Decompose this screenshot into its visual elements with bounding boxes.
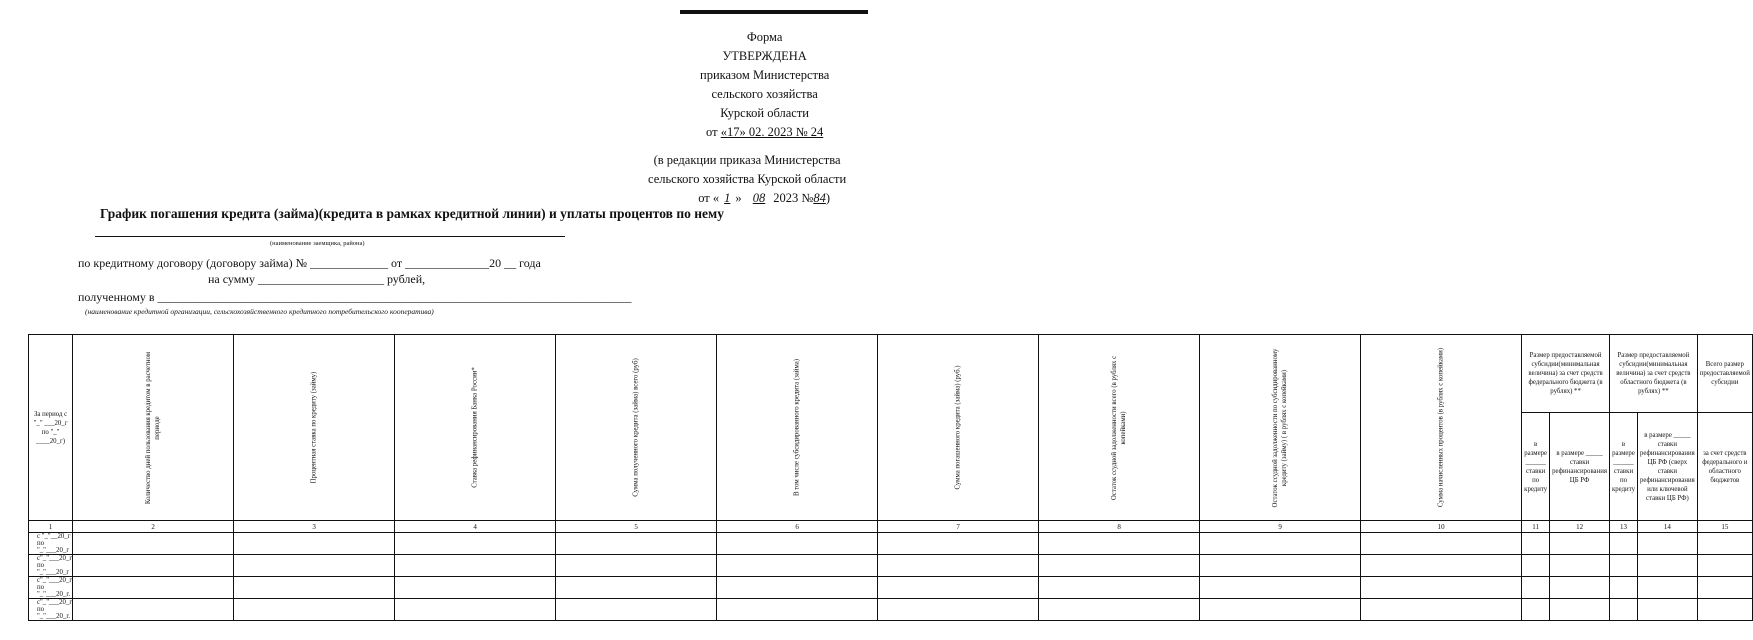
bank-caption: (наименование кредитной организации, сельскохозяйственного кредитного потребительского кооператива) [85,307,434,316]
revision-line-1: (в редакции приказа Министерства [653,153,841,167]
column-numbers-row: 1 2 3 4 5 6 7 8 9 10 11 12 13 14 15 [29,521,1753,533]
table-row: с"_"___20_г по "_"___20_г [29,555,1753,577]
regional-subsidy-header: Размер предоставляемой субсидии(минимальная величина) за счет средств областного бюджета (в рублях) ** [1609,335,1697,413]
col-header-9: Остаток ссудной задолженности по субсидированному кредиту (займу) ( в рублях с копейками) [1200,335,1361,521]
amount-line: на сумму _____________________ рублей, [208,272,426,286]
col-header-8: Остаток ссудной задолженности всего (в рублях с копейками) [1039,335,1200,521]
revision-day: 1 [724,191,731,205]
regional-sub-refinancing-rate: в размере _____ ставки рефинансирования ЦБ РФ (сверх ставки рефинансирования или ключевой ставки ЦБ РФ) [1637,413,1697,521]
col-header-3: Процентная ставка по кредиту (займу) [234,335,395,521]
form-label: Форма [746,30,783,44]
federal-sub-credit-rate: в размере ______ ставки по кредиту [1522,413,1550,521]
total-subsidy-header: Всего размер предоставляемой субсидии [1697,335,1752,413]
revision-line-2: сельского хозяйства Курской области [648,172,847,186]
col-header-6: В том числе субсидированного кредита (займа) [717,335,878,521]
revision-block [648,151,846,208]
table-row: с"_"___20_г по "_"___20_г. [29,577,1753,599]
federal-subsidy-header: Размер предоставляемой субсидии(минимальная величина) за счет средств федерального бюджета (в рублях) ** [1522,335,1610,413]
approval-line-2: сельского хозяйства [711,87,818,101]
borrower-name-line [95,236,565,237]
approved-label: УТВЕРЖДЕНА [722,49,807,63]
repayment-schedule-table [28,334,1753,621]
top-border-bar [680,10,868,14]
approval-line-1: приказом Министерства [700,68,830,82]
approval-date: от «17» 02. 2023 № 24 [706,125,824,139]
approval-line-3: Курской области [720,106,809,120]
revision-month: 08 [752,191,766,205]
contract-line: по кредитному договору (договору займа) № _____________ от ______________20 __ года [78,256,541,270]
revision-number: 84 [813,191,826,205]
received-line: полученному в _______________________________________________________________________________ [78,290,632,304]
revision-date: от « 1 » 08 2023 №84) [698,191,830,205]
approval-block [700,28,829,142]
col-header-7: Сумма погашенного кредита (займа) (руб.) [878,335,1039,521]
table-row: с"_"___20_г по "_"___20_г. [29,599,1753,621]
approval-date-value: «17» 02. 2023 № 24 [720,125,824,139]
col-header-2: Количество дней пользования кредитом в расчетном периоде [73,335,234,521]
federal-sub-refinancing-rate: в размере _____ ставки рефинансирования ЦБ РФ [1550,413,1610,521]
col-header-5: Сумма полученного кредита (займа) всего (руб) [556,335,717,521]
total-sub-budgets: за счет средств федерального и областного бюджетов [1697,413,1752,521]
col-header-10: Сумма начисленных процентов (в рублях с копейками) [1361,335,1522,521]
col-header-4: Ставка рефинансирования Банка России* [395,335,556,521]
regional-sub-credit-rate: в размере ______ ставки по кредиту [1609,413,1637,521]
table-row: с "_"__20_г по "_"___20_г [29,533,1753,555]
document-title: График погашения кредита (займа)(кредита в рамках кредитной линии) и уплаты процентов по нему [100,206,724,221]
borrower-caption: (наименование заемщика, района) [270,240,365,247]
period-header: За период с "_" ___20_г по "_" ____20_г) [29,335,73,521]
